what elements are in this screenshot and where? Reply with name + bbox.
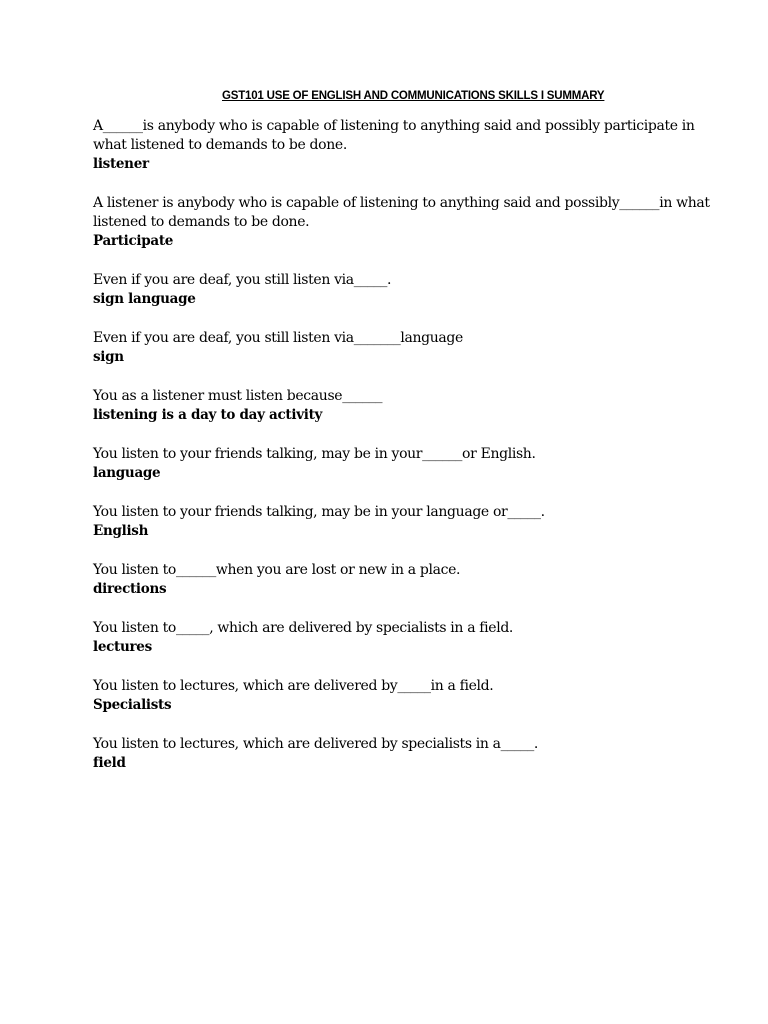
list-item xyxy=(93,387,713,425)
answer-text: directions xyxy=(93,581,167,597)
question-text: You as a listener must listen because______ xyxy=(93,388,383,404)
question-text: Even if you are deaf, you still listen via_____. xyxy=(93,272,392,288)
question-list xyxy=(93,117,713,793)
list-item xyxy=(93,194,713,251)
list-item xyxy=(93,271,713,309)
list-item xyxy=(93,329,713,367)
answer-text: listening is a day to day activity xyxy=(93,407,323,423)
question-text: Even if you are deaf, you still listen via_______language xyxy=(93,330,463,346)
list-item xyxy=(93,677,713,715)
answer-text: lectures xyxy=(93,639,152,655)
question-text: You listen to your friends talking, may be in your______or English. xyxy=(93,446,536,462)
answer-text: Specialists xyxy=(93,697,172,713)
list-item xyxy=(93,619,713,657)
answer-text: listener xyxy=(93,156,149,172)
question-text: You listen to lectures, which are delivered by specialists in a_____. xyxy=(93,736,539,752)
question-text: You listen to your friends talking, may be in your language or_____. xyxy=(93,504,545,520)
document-title: GST101 USE OF ENGLISH AND COMMUNICATIONS SKILLS I SUMMARY xyxy=(222,90,605,102)
answer-text: sign xyxy=(93,349,124,365)
answer-text: Participate xyxy=(93,233,174,249)
list-item xyxy=(93,735,713,773)
question-text: You listen to_____, which are delivered by specialists in a field. xyxy=(93,620,514,636)
question-text: You listen to lectures, which are delivered by_____in a field. xyxy=(93,678,494,694)
answer-text: English xyxy=(93,523,149,539)
list-item xyxy=(93,503,713,541)
question-text: A______is anybody who is capable of listening to anything said and possibly participate in what listened to demands to be done. xyxy=(93,118,699,153)
list-item xyxy=(93,561,713,599)
answer-text: field xyxy=(93,755,126,771)
list-item xyxy=(93,117,713,174)
list-item xyxy=(93,445,713,483)
question-text: You listen to______when you are lost or new in a place. xyxy=(93,562,461,578)
answer-text: language xyxy=(93,465,161,481)
question-text: A listener is anybody who is capable of listening to anything said and possibly______in what listened to demands to be done. xyxy=(93,195,714,230)
answer-text: sign language xyxy=(93,291,196,307)
